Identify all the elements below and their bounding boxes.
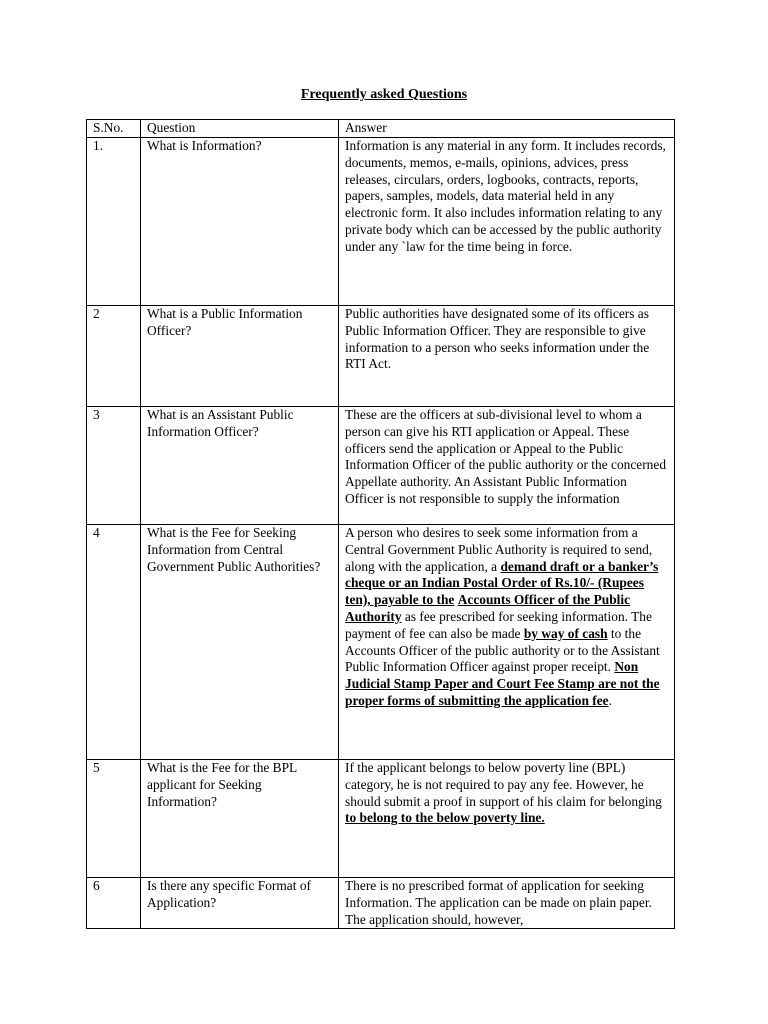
table-row	[87, 138, 675, 306]
faq-table	[86, 119, 675, 929]
row-sno: 1.	[87, 138, 141, 306]
emphasis-text: to belong to the below poverty line.	[345, 810, 545, 826]
answer-text: If the applicant belongs to below poverty line (BPL) category, he is not required to pay any fee. However, he should submit a proof in support of his claim for belonging	[345, 760, 662, 809]
row-question: What is an Assistant Public Information Officer?	[141, 407, 339, 525]
row-question: What is the Fee for Seeking Information from Central Government Public Authorities?	[141, 525, 339, 760]
row-answer	[339, 878, 675, 929]
header-sno: S.No.	[87, 120, 141, 138]
answer-text: A person who desires to seek some information from a Central Government Public Authority is required to send, along with the application, a	[345, 525, 653, 574]
answer-text: There is no prescribed format of application for seeking Information. The application can be made on plain paper. The application should, however,	[345, 878, 652, 927]
emphasis-text: Accounts Officer of the Public Authority	[345, 592, 631, 624]
table-row	[87, 760, 675, 878]
row-question: What is the Fee for the BPL applicant for Seeking Information?	[141, 760, 339, 878]
answer-text: .	[608, 692, 612, 708]
header-answer: Answer	[339, 120, 675, 138]
header-question: Question	[141, 120, 339, 138]
answer-text: Information is any material in any form. It includes records, documents, memos, e-mails, opinions, advices, press releases, circulars, orders, logbooks, contracts, reports, papers, samples, models, data material held in any electronic form. It also includes information relating to any private body which can be accessed by the public authority under any `law for the time being in force.	[345, 138, 666, 254]
row-answer	[339, 407, 675, 525]
row-question: Is there any specific Format of Application?	[141, 878, 339, 929]
emphasis-text: by way of cash	[523, 625, 608, 641]
page-title: Frequently asked Questions	[300, 87, 468, 102]
row-sno: 4	[87, 525, 141, 760]
row-answer	[339, 760, 675, 878]
table-row	[87, 525, 675, 760]
row-sno: 3	[87, 407, 141, 525]
row-question: What is a Public Information Officer?	[141, 306, 339, 407]
emphasis-text: demand draft or a banker’s cheque or an Indian Postal Order of Rs.10/- (Rupees ten), payable to the	[345, 558, 659, 608]
answer-text: to the Accounts Officer of the public authority or to the Assistant Public Information Officer against proper receipt.	[345, 625, 660, 675]
row-sno: 2	[87, 306, 141, 407]
row-question: What is Information?	[141, 138, 339, 306]
table-row	[87, 407, 675, 525]
answer-text: Public authorities have designated some of its officers as Public Information Officer. They are responsible to give information to a person who seeks information under the RTI Act.	[345, 306, 650, 372]
answer-text: as fee prescribed for seeking information. The payment of fee can also be made	[345, 608, 652, 641]
table-header-row	[87, 120, 675, 138]
table-row	[87, 878, 675, 929]
row-answer	[339, 525, 675, 760]
row-sno: 6	[87, 878, 141, 929]
row-sno: 5	[87, 760, 141, 878]
row-answer	[339, 138, 675, 306]
table-row	[87, 306, 675, 407]
emphasis-text: Non Judicial Stamp Paper and Court Fee Stamp are not the proper forms of submitting the application fee	[345, 659, 660, 708]
answer-text: These are the officers at sub-divisional level to whom a person can give his RTI application or Appeal. These officers send the application or Appeal to the Public Information Officer of the public authority or the concerned Appellate authority. An Assistant Public Information Officer is not responsible to supply the information	[345, 407, 667, 506]
row-answer	[339, 306, 675, 407]
